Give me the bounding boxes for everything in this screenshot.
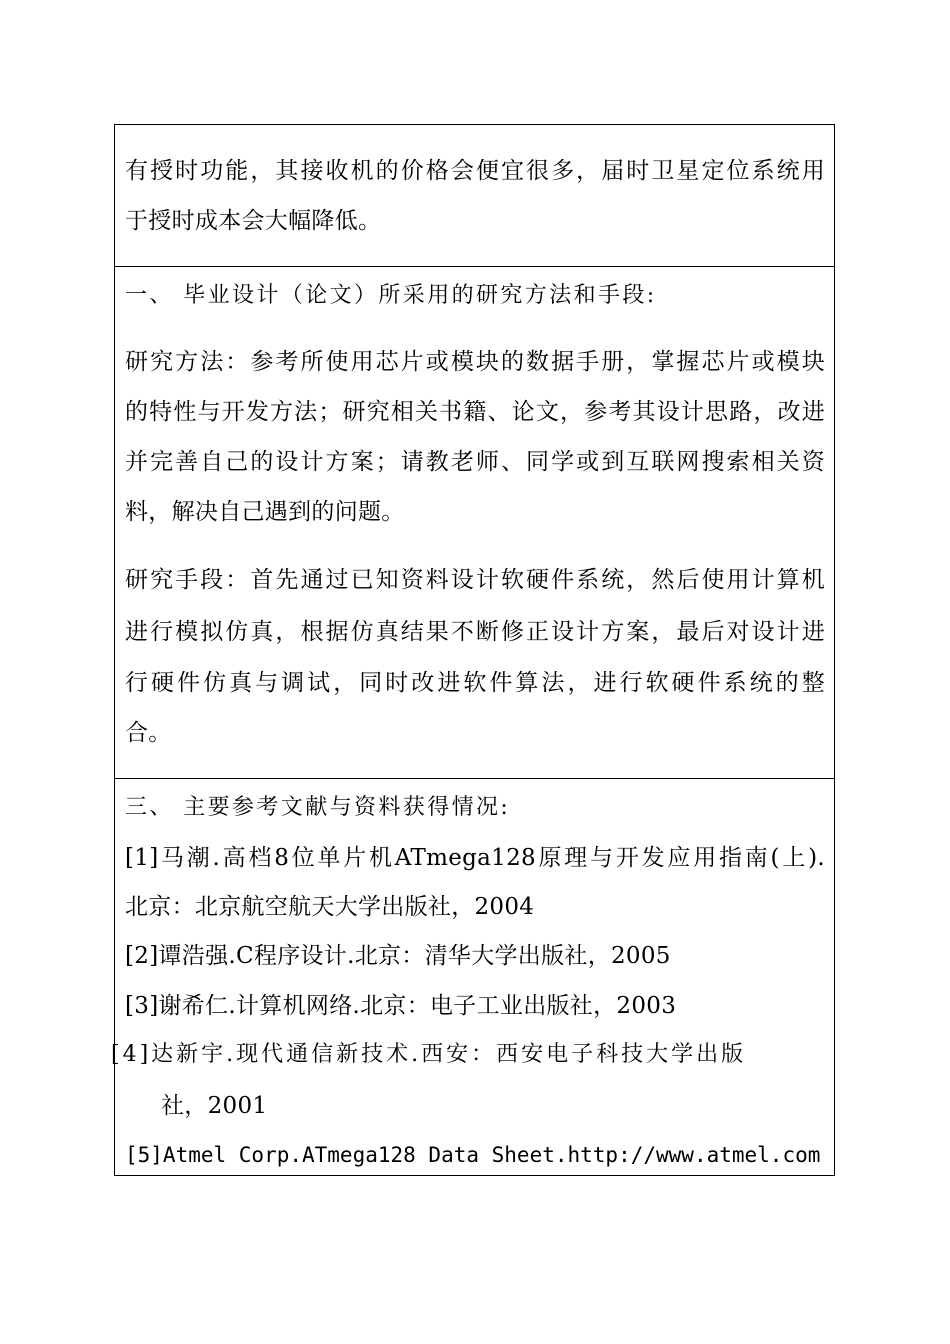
reference-item: 北京：北京航空航天大学出版社，2004 <box>125 894 535 920</box>
section-background-continued <box>115 125 834 267</box>
paragraph-line: 并完善自己的设计方案；请教老师、同学或到互联网搜索相关资 <box>125 449 825 475</box>
paragraph-line: 合。 <box>125 720 172 746</box>
paragraph-line: 行硬件仿真与调试，同时改进软件算法，进行软硬件系统的整 <box>125 670 825 696</box>
paragraph-line: 于授时成本会大幅降低。 <box>125 208 382 234</box>
paragraph-line: 料，解决自己遇到的问题。 <box>125 499 405 525</box>
section-research-methods <box>115 267 834 779</box>
reference-item: 社，2001 <box>161 1093 268 1119</box>
paragraph-line: 的特性与开发方法；研究相关书籍、论文，参考其设计思路，改进 <box>125 399 825 425</box>
paragraph-line: 研究方法：参考所使用芯片或模块的数据手册，掌握芯片或模块 <box>125 349 825 375</box>
section-heading: 一、 毕业设计（论文）所采用的研究方法和手段: <box>125 283 657 308</box>
paragraph-line: 研究手段：首先通过已知资料设计软硬件系统，然后使用计算机 <box>125 567 825 593</box>
reference-item: [1]马潮.高档8位单片机ATmega128原理与开发应用指南(上). <box>125 845 825 871</box>
paragraph-line: 有授时功能，其接收机的价格会便宜很多，届时卫星定位系统用 <box>125 158 825 184</box>
section-references <box>111 779 834 1177</box>
form-table <box>111 124 835 1176</box>
reference-item: [2]谭浩强.C程序设计.北京：清华大学出版社，2005 <box>125 943 671 969</box>
reference-item: [5]Atmel Corp.ATmega128 Data Sheet.http://www.atmel.com <box>125 1143 821 1167</box>
section-heading: 三、 主要参考文献与资料获得情况: <box>125 795 511 820</box>
reference-item: [3]谢希仁.计算机网络.北京：电子工业出版社，2003 <box>125 993 677 1019</box>
reference-item: [4]达新宇.现代通信新技术.西安：西安电子科技大学出版 <box>111 1042 747 1067</box>
paragraph-line: 进行模拟仿真，根据仿真结果不断修正设计方案，最后对设计进 <box>125 619 825 645</box>
